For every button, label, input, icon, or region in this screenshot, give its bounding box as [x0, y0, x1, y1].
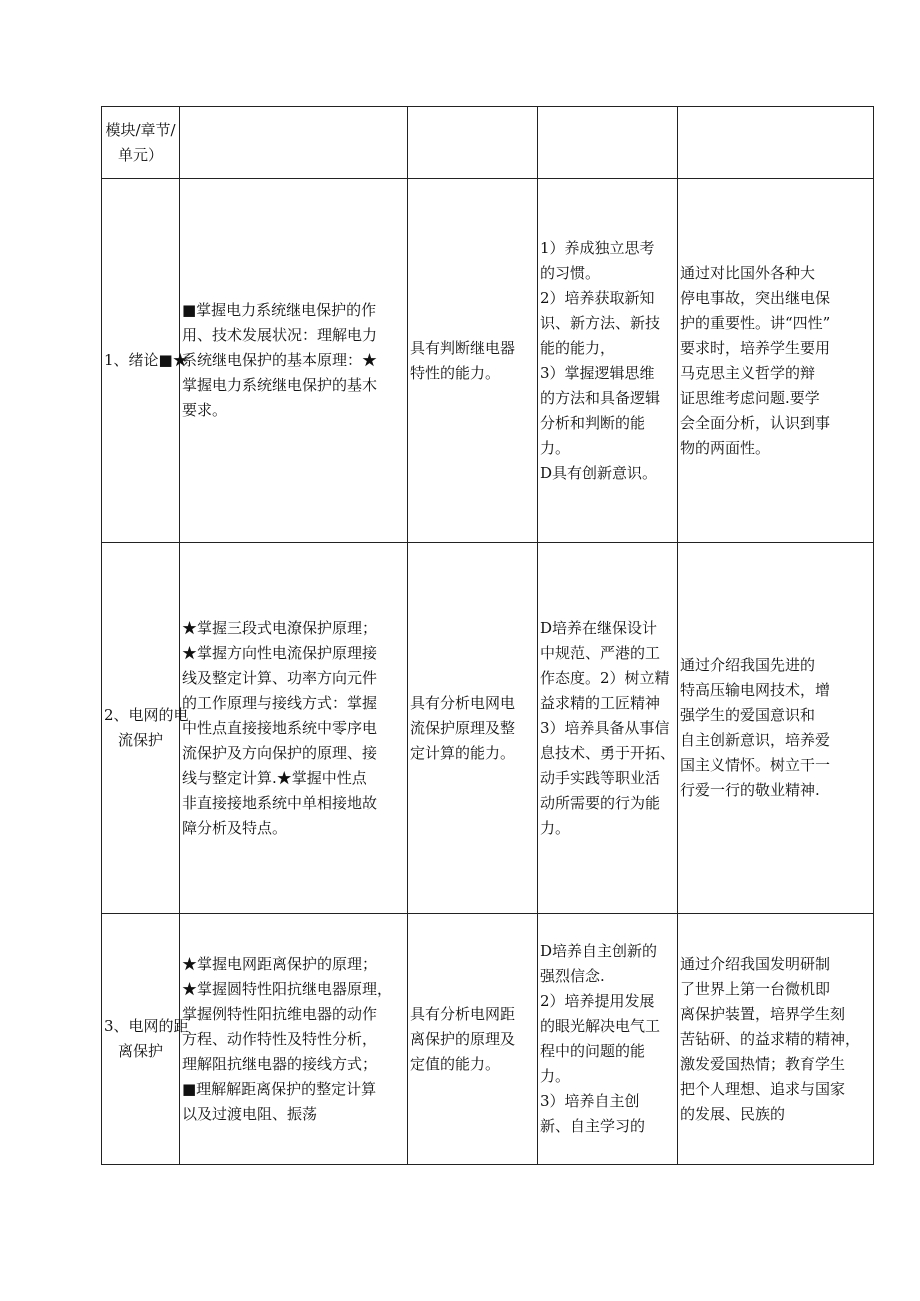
ability-line: 离保护的原理及	[410, 1029, 516, 1048]
module-line: 3、电网的距	[104, 1017, 189, 1035]
ideology-line: 行爱一行的敬业精神.	[680, 781, 820, 799]
table-row	[102, 914, 874, 1165]
ideology-line: 苦钻研、的益求精的精神，	[680, 1029, 861, 1048]
content-line: 线与整定计算.★掌握中性点	[182, 768, 367, 787]
ideology-line: 特高压输电网技术，增	[680, 681, 831, 699]
content-line: 掌握例特性阳抗维电器的动作	[182, 1004, 378, 1023]
content-cell	[180, 543, 408, 914]
quality-cell	[538, 914, 678, 1165]
quality-line: 的眼光解决电气工	[540, 1017, 661, 1035]
content-line: 用、技术发展状况：理解电力	[182, 326, 378, 344]
module-cell	[102, 179, 188, 543]
quality-line: 识、新方法、新技	[540, 313, 661, 332]
quality-line: 程中的问题的能	[540, 1042, 646, 1060]
ideology-line: 激发爱国热情；教育学生	[680, 1054, 846, 1073]
quality-line: D培养在继保设计	[540, 618, 658, 637]
content-line: 中性点直接接地系统中零序电	[182, 718, 378, 737]
content-line: ■理解解距离保护的整定计算	[182, 1079, 377, 1098]
module-line: 流保护	[117, 731, 163, 749]
ideology-cell	[678, 914, 874, 1165]
ability-line: 具有分析电网距	[410, 1004, 516, 1023]
ideology-line: 停电事故，突出继电保	[680, 288, 831, 307]
ability-line: 具有判断继电器	[410, 338, 516, 357]
content-line: 的工作原理与接线方式：掌握	[182, 693, 378, 712]
content-line: 系统继电保护的基本原理：★	[182, 351, 378, 369]
quality-line: 3）培养自主创	[540, 1092, 640, 1110]
module-line: 2、电网的电	[104, 706, 189, 724]
ideology-line: 要求时，培养学生要用	[680, 338, 831, 357]
quality-line: 的方法和具备逻辑	[540, 388, 661, 407]
ideology-line: 的发展、民族的	[680, 1104, 786, 1123]
content-line: ★掌握三段式电潦保护原理；	[182, 618, 378, 637]
ideology-line: 通过介绍我国先进的	[680, 656, 816, 674]
ability-line: 具有分析电网电	[410, 693, 516, 712]
header-row	[102, 107, 874, 179]
quality-line: 2）培养获取新知	[540, 288, 655, 307]
content-line: 要求。	[182, 401, 228, 419]
ideology-line: 马克思主义哲学的辩	[680, 363, 816, 382]
content-line: ★掌握电网距离保护的原理；	[182, 954, 378, 973]
quality-line: 动手实践等职业活	[540, 768, 661, 787]
ability-cell	[408, 914, 538, 1165]
quality-line: 力。	[540, 1067, 571, 1085]
ability-line: 定计算的能力。	[410, 743, 516, 762]
content-line: 流保护及方向保护的原理、接	[182, 743, 378, 762]
ideology-line: 证思维考虑问题.要学	[680, 388, 820, 407]
ideology-line: 自主创新意识，培养爱	[680, 731, 831, 749]
content-line: 线及整定计算、功率方向元件	[182, 668, 378, 687]
quality-line: 3）培养具备从事信	[540, 718, 670, 737]
content-line: 障分析及特点。	[182, 818, 288, 837]
ideology-line: 强学生的爱国意识和	[680, 706, 816, 724]
header-quality-cell	[538, 107, 678, 179]
content-line: 非直接接地系统中单相接地故	[182, 793, 378, 812]
quality-line: 能的能力，	[540, 338, 616, 357]
header-module-line: 模块/章节/	[105, 120, 176, 139]
quality-line: 息技术、勇于开拓、	[540, 743, 676, 762]
quality-line: 2）培养提用发展	[540, 992, 655, 1010]
ideology-line: 会全面分析，认识到事	[680, 413, 831, 432]
ideology-cell	[678, 179, 874, 543]
content-line: ★掌握圆特性阳抗继电器原理，	[182, 979, 393, 998]
ability-cell	[408, 179, 538, 543]
ideology-cell	[678, 543, 874, 914]
content-line: 掌握电力系统继电保护的基木	[182, 376, 378, 394]
content-line: 方程、动作特性及特性分析，	[182, 1029, 378, 1048]
quality-line: 作态度。2）树立精	[540, 668, 670, 687]
content-cell	[180, 179, 408, 543]
header-content-cell	[180, 107, 408, 179]
quality-line: D具有创新意识。	[540, 463, 658, 482]
quality-line: 益求精的工匠精神	[540, 693, 661, 712]
quality-line: 1）养成独立思考	[540, 238, 655, 257]
ideology-line: 国主义情怀。树立干一	[680, 756, 831, 774]
ideology-line: 了世界上第一台微机即	[680, 979, 831, 998]
ideology-line: 把个人理想、追求与国家	[680, 1079, 846, 1098]
quality-line: 力。	[540, 818, 571, 837]
header-module-line: 单元）	[117, 145, 163, 164]
module-line: 1、绪论■★	[104, 351, 188, 369]
quality-line: 新、自主学习的	[540, 1117, 646, 1135]
quality-line: 分析和判断的能	[540, 413, 646, 432]
ideology-line: 离保护装置，培界学生刻	[680, 1004, 846, 1023]
ability-cell	[408, 543, 538, 914]
ideology-line: 通过对比国外各种大	[680, 263, 816, 282]
content-line: 理解阻抗继电器的接线方式；	[182, 1054, 378, 1073]
header-ability-cell	[408, 107, 538, 179]
quality-line: 强烈信念.	[540, 967, 605, 985]
ability-line: 流保护原理及整	[410, 718, 516, 737]
ideology-line: 物的两面性。	[680, 438, 771, 457]
header-module-cell	[102, 107, 180, 179]
quality-line: 动所需要的行为能	[540, 793, 661, 812]
quality-line: 3）掌握逻辑思维	[540, 363, 655, 382]
table-row	[102, 179, 874, 543]
quality-line: 中规范、严港的工	[540, 643, 661, 662]
module-line: 离保护	[117, 1042, 163, 1060]
quality-line: 的习惯。	[540, 263, 601, 282]
content-cell	[180, 914, 408, 1165]
ideology-line: 护的重要性。讲“四性”	[680, 313, 831, 332]
header-ideology-cell	[678, 107, 874, 179]
content-line: 以及过渡电阻、振荡	[182, 1104, 318, 1123]
module-cell	[102, 914, 189, 1165]
quality-cell	[538, 179, 678, 543]
syllabus-table	[101, 106, 874, 1165]
content-line: ■掌握电力系统继电保护的作	[182, 301, 377, 319]
ability-line: 定值的能力。	[410, 1054, 501, 1073]
ideology-line: 通过介绍我国发明研制	[680, 954, 831, 973]
quality-line: 力。	[540, 438, 571, 457]
content-line: ★掌握方向性电流保护原理接	[182, 643, 378, 662]
module-cell	[102, 543, 189, 914]
quality-line: D培养自主创新的	[540, 942, 658, 960]
quality-cell	[538, 543, 678, 914]
ability-line: 特性的能力。	[410, 363, 501, 382]
table-row	[102, 543, 874, 914]
